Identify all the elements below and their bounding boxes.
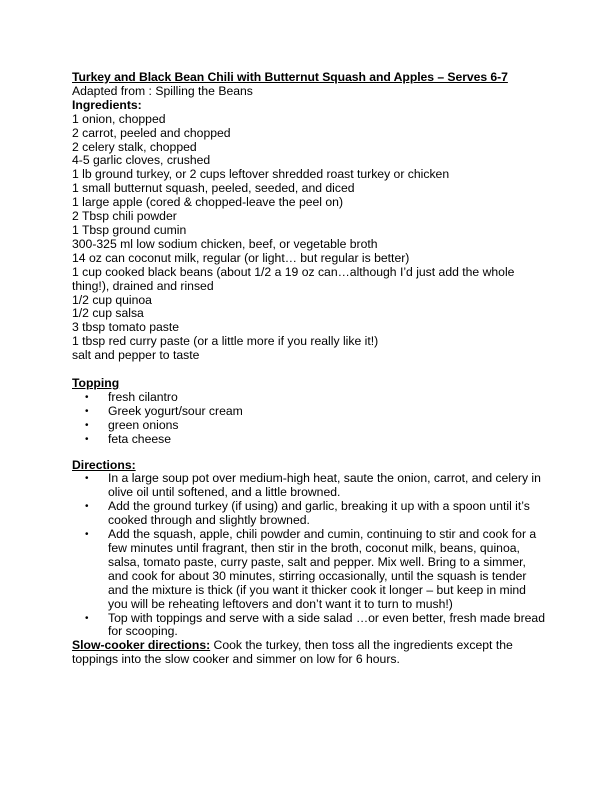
bullet-icon: • <box>85 501 89 513</box>
ingredient-item: 2 celery stalk, chopped <box>72 139 197 154</box>
bullet-icon: • <box>85 473 89 485</box>
ingredient-item: 1 onion, chopped <box>72 111 166 126</box>
ingredient-item: 1/2 cup salsa <box>72 306 144 321</box>
ingredient-item: 1 large apple (cored & chopped-leave the peel on) <box>72 195 344 210</box>
slow-cooker-paragraph <box>72 639 552 667</box>
topping-item <box>72 405 552 419</box>
topping-heading: Topping <box>72 376 120 391</box>
topping-text: Greek yogurt/sour cream <box>108 403 243 418</box>
spacer <box>72 447 552 459</box>
topping-list <box>72 391 552 447</box>
bullet-icon: • <box>85 529 89 541</box>
direction-step <box>72 612 552 640</box>
ingredient-item: 1 cup cooked black beans (about 1/2 a 19 oz can…although I’d just add the whole thing!), drained and rinsed <box>72 264 515 293</box>
ingredient-item: 1 lb ground turkey, or 2 cups leftover shredded roast turkey or chicken <box>72 167 450 182</box>
ingredient-item: 2 Tbsp chili powder <box>72 209 177 224</box>
slow-cooker-label: Slow-cooker directions: <box>72 638 211 653</box>
directions-list <box>72 472 552 639</box>
bullet-icon: • <box>85 419 89 431</box>
topping-text: feta cheese <box>108 431 172 446</box>
direction-step <box>72 472 552 500</box>
topping-item <box>72 391 552 405</box>
ingredient-item: 1/2 cup quinoa <box>72 292 152 307</box>
ingredient-item: 1 Tbsp ground cumin <box>72 222 187 237</box>
topping-item <box>72 419 552 433</box>
directions-heading: Directions: <box>72 457 136 472</box>
ingredients-heading: Ingredients: <box>72 97 142 112</box>
bullet-icon: • <box>85 405 89 417</box>
recipe-document <box>72 71 552 667</box>
ingredient-item: 14 oz can coconut milk, regular (or light… but regular is better) <box>72 250 410 265</box>
ingredient-item: 3 tbsp tomato paste <box>72 320 180 335</box>
bullet-icon: • <box>85 433 89 445</box>
direction-step <box>72 500 552 528</box>
ingredient-item: 4-5 garlic cloves, crushed <box>72 153 211 168</box>
slow-cooker-text: Cook the turkey, then toss all the ingredients except the toppings into the slow cooker and simmer on low for 6 hours. <box>72 638 513 667</box>
ingredient-item: 2 carrot, peeled and chopped <box>72 125 231 140</box>
recipe-title: Turkey and Black Bean Chili with Butternut Squash and Apples – Serves 6-7 <box>72 70 508 84</box>
direction-text: Top with toppings and serve with a side salad …or even better, fresh made bread for scooping. <box>108 610 545 639</box>
ingredient-item: 1 small butternut squash, peeled, seeded, and diced <box>72 181 355 196</box>
bullet-icon: • <box>85 391 89 403</box>
ingredient-item: 1 tbsp red curry paste (or a little more if you really like it!) <box>72 334 379 349</box>
direction-text: In a large soup pot over medium-high heat, saute the onion, carrot, and celery in olive oil until softened, and a little browned. <box>108 471 541 500</box>
topping-text: fresh cilantro <box>108 389 178 404</box>
ingredient-item: 300-325 ml low sodium chicken, beef, or vegetable broth <box>72 236 378 251</box>
ingredients-list <box>72 113 552 363</box>
recipe-source: Adapted from : Spilling the Beans <box>72 83 253 98</box>
topping-item <box>72 433 552 447</box>
bullet-icon: • <box>85 612 89 624</box>
ingredient-item: salt and pepper to taste <box>72 348 200 363</box>
direction-step <box>72 528 552 611</box>
direction-text: Add the squash, apple, chili powder and cumin, continuing to stir and cook for a few minutes until fragrant, then stir in the broth, coconut milk, beans, quinoa, salsa, tomato paste, curry paste, salt and pepper. Mix well. Bring to a simmer, and cook for about 30 minutes, stirring occasionally, until the squash is tender and the mixture is thick (if you want it thicker cook it longer – but keep in mind you will be reheating leftovers and don’t want it to turn to mush!) <box>108 527 537 611</box>
spacer <box>72 363 552 377</box>
direction-text: Add the ground turkey (if using) and garlic, breaking it up with a spoon until it’s cooked through and slightly browned. <box>108 499 530 528</box>
topping-text: green onions <box>108 417 179 432</box>
